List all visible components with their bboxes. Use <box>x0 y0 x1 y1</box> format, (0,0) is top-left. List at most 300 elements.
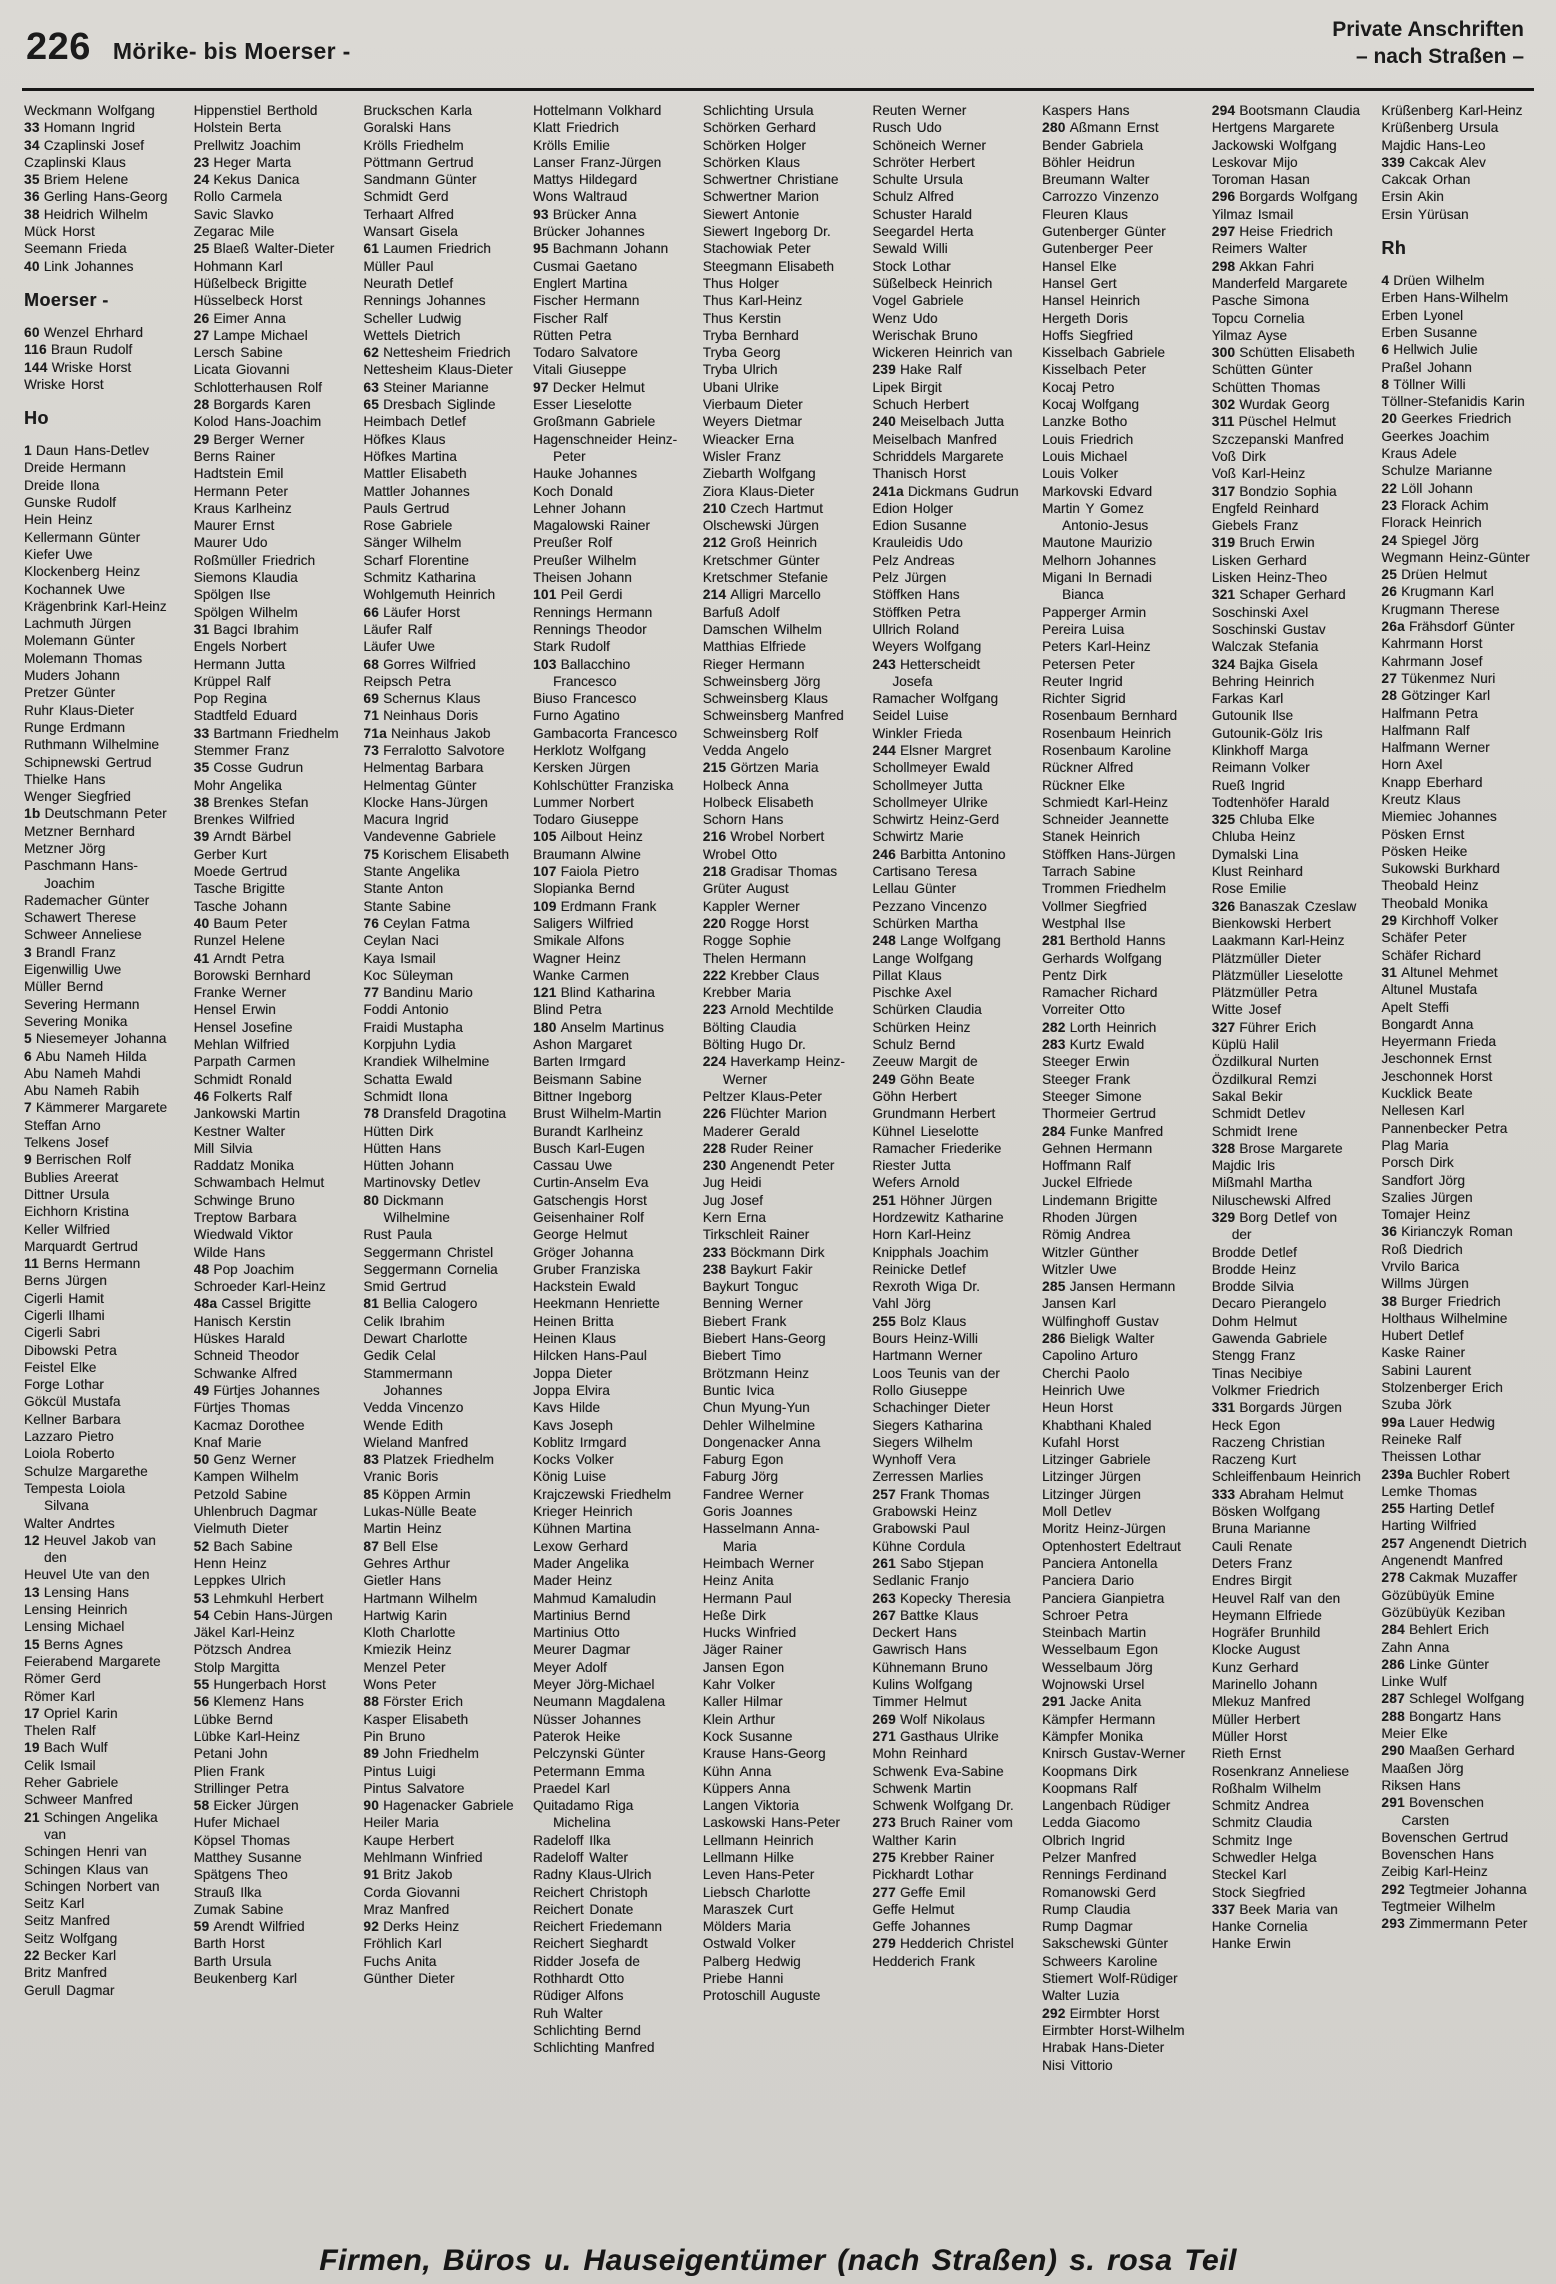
directory-entry: 69 Schernus Klaus <box>363 691 481 707</box>
directory-entry: Süßelbeck Heinrich <box>872 275 993 291</box>
directory-entry: Britz Manfred <box>24 1965 107 1981</box>
directory-entry: 291 Bovenschen Carsten <box>1381 1795 1484 1828</box>
directory-entry: Rogge Sophie <box>702 933 791 949</box>
directory-entry: Weckmann Wolfgang <box>24 103 155 118</box>
house-number: 255 <box>1381 1501 1405 1517</box>
directory-entry: Ridder Josefa de <box>533 1953 640 1969</box>
directory-entry: Raczeng Kurt <box>1211 1452 1297 1468</box>
directory-entry: Markovski Edvard <box>1042 483 1153 499</box>
directory-entry: Berns Rainer <box>193 448 276 464</box>
directory-entry: Leskovar Mijo <box>1211 154 1298 170</box>
directory-entry: Plätzmüller Lieselotte <box>1211 967 1343 983</box>
directory-entry: Schweinsberg Jörg <box>702 673 821 689</box>
directory-entry: Baykurt Tonguc <box>702 1279 799 1295</box>
directory-entry: Reinicke Detlef <box>872 1261 966 1277</box>
directory-entry: Kretschmer Stefanie <box>702 570 828 586</box>
directory-entry: Pauls Gertrud <box>363 500 450 516</box>
directory-entry: Nisi Vittorio <box>1042 2057 1113 2073</box>
directory-entry: Preußer Wilhelm <box>533 552 637 568</box>
directory-entry: Jansen Karl <box>1042 1296 1116 1312</box>
directory-entry: Kretschmer Günter <box>702 552 820 568</box>
directory-entry: 292 Eirmbter Horst <box>1042 2005 1160 2021</box>
directory-entry: Günther Dieter <box>363 1971 455 1987</box>
directory-entry: Lipek Birgit <box>872 379 942 395</box>
directory-entry: Mattys Hildegard <box>533 172 638 188</box>
directory-entry: Lummer Norbert <box>533 794 634 810</box>
directory-entry: Stolzenberger Erich <box>1381 1380 1503 1396</box>
house-number: 20 <box>1381 411 1398 427</box>
directory-entry: Stengg Franz <box>1211 1348 1296 1364</box>
directory-entry: Knipphals Joachim <box>872 1244 989 1260</box>
directory-entry: Theissen Lothar <box>1381 1449 1481 1465</box>
house-number: 25 <box>1381 567 1398 583</box>
directory-entry: Stanek Heinrich <box>1042 829 1140 845</box>
directory-entry: Rosenbaum Bernhard <box>1042 708 1178 724</box>
house-number: 8 <box>1381 376 1390 392</box>
directory-entry: 240 Meiselbach Jutta <box>872 414 1004 430</box>
directory-entry: Rose Emilie <box>1211 881 1287 897</box>
house-number: 212 <box>702 535 727 551</box>
directory-entry: Hertgens Margarete <box>1211 120 1335 136</box>
directory-entry: Martinius Bernd <box>533 1607 631 1623</box>
directory-column <box>533 102 684 2242</box>
directory-entry: Theobald Monika <box>1381 895 1488 911</box>
directory-entry: 49 Fürtjes Johannes <box>193 1382 320 1398</box>
directory-entry: Rennings Johannes <box>363 293 486 309</box>
directory-entry: Biuso Francesco <box>533 691 637 707</box>
directory-entry: Pezzano Vincenzo <box>872 898 987 914</box>
house-number: 26 <box>1381 584 1398 600</box>
house-number: 297 <box>1211 224 1236 240</box>
directory-entry: Özdilkural Nurten <box>1211 1054 1319 1070</box>
directory-entry: Mück Horst <box>24 224 95 240</box>
directory-entry: Schorn Hans <box>702 812 784 828</box>
house-number: 29 <box>1381 913 1398 929</box>
directory-entry: Louis Michael <box>1042 448 1128 464</box>
directory-entry: Migani In Bernadi Bianca <box>1042 570 1152 603</box>
house-number: 38 <box>193 794 210 810</box>
directory-entry: 77 Bandinu Mario <box>363 985 473 1001</box>
directory-entry: 4 Drüen Wilhelm <box>1381 273 1485 289</box>
directory-entry: Stöffken Hans-Jürgen <box>1042 846 1176 862</box>
directory-entry: Schürken Claudia <box>872 1002 982 1018</box>
house-number: 275 <box>872 1849 896 1865</box>
directory-entry: 83 Platzek Friedhelm <box>363 1452 494 1468</box>
directory-entry: Kämpfer Hermann <box>1042 1711 1156 1727</box>
directory-entry: Esser Lieselotte <box>533 397 632 413</box>
house-number: 33 <box>24 120 40 136</box>
house-number: 325 <box>1211 812 1236 828</box>
directory-entry: Goris Joannes <box>702 1504 793 1520</box>
house-number: 76 <box>363 915 380 931</box>
directory-entry: 284 Behlert Erich <box>1381 1622 1489 1638</box>
directory-entry: Steinbach Martin <box>1042 1625 1147 1641</box>
directory-entry: Reichert Sieghardt <box>533 1936 648 1952</box>
directory-entry: Erben Hans-Wilhelm <box>1381 290 1509 306</box>
directory-entry: Braumann Alwine <box>533 846 641 862</box>
directory-entry: Gutounik-Gölz Iris <box>1211 725 1323 741</box>
directory-entry: 6 Abu Nameh Hilda <box>24 1048 147 1064</box>
directory-entry: Vedda Vincenzo <box>363 1400 464 1416</box>
directory-entry: Raddatz Monika <box>193 1158 294 1174</box>
directory-entry: 239a Buchler Robert <box>1381 1466 1510 1482</box>
directory-entry: Vedda Angelo <box>702 742 789 758</box>
house-number: 92 <box>363 1919 380 1935</box>
directory-entry: Martinius Otto <box>533 1625 620 1641</box>
directory-entry: 223 Arnold Mechtilde <box>702 1002 834 1018</box>
directory-entry: Treptow Barbara <box>193 1210 297 1225</box>
directory-entry: 233 Böckmann Dirk <box>702 1244 825 1260</box>
directory-entry: Burandt Karlheinz <box>533 1123 644 1139</box>
directory-entry: Schörken Holger <box>702 137 806 153</box>
house-number: 91 <box>363 1867 380 1883</box>
directory-entry: 15 Berns Agnes <box>24 1636 123 1652</box>
house-number: 17 <box>24 1705 40 1721</box>
directory-entry: Reher Gabriele <box>24 1775 119 1791</box>
directory-entry: Hadtstein Emil <box>193 466 284 482</box>
directory-entry: Schingen Klaus van <box>24 1861 149 1877</box>
directory-entry: Schöneich Werner <box>872 137 986 153</box>
directory-entry: 220 Rogge Horst <box>702 915 809 931</box>
directory-entry: 91 Britz Jakob <box>363 1867 453 1883</box>
directory-entry: Tirkschleit Rainer <box>702 1227 810 1243</box>
directory-entry: Erben Lyonel <box>1381 307 1463 323</box>
directory-entry: Spätgens Theo <box>193 1867 288 1883</box>
directory-entry: Reichert Christoph <box>533 1884 648 1900</box>
directory-entry: Heimbach Werner <box>702 1555 814 1571</box>
house-number: 78 <box>363 1106 380 1122</box>
directory-entry: Deters Franz <box>1211 1555 1293 1571</box>
directory-entry: Majdic Hans-Leo <box>1381 137 1486 153</box>
directory-entry: Gutounik Ilse <box>1211 708 1294 724</box>
directory-entry: Ziebarth Wolfgang <box>702 466 816 482</box>
directory-entry: Heck Egon <box>1211 1417 1281 1433</box>
directory-entry: Fraidi Mustapha <box>363 1019 463 1035</box>
directory-entry: Krajczewski Friedhelm <box>533 1486 671 1502</box>
directory-entry: Hoffmann Ralf <box>1042 1158 1131 1174</box>
directory-entry: Mill Silvia <box>193 1140 253 1156</box>
directory-entry: Gehnen Hermann <box>1042 1140 1153 1156</box>
directory-entry: 7 Kämmerer Margarete <box>24 1100 168 1116</box>
directory-entry: Grabowski Heinz <box>872 1504 978 1520</box>
directory-entry: Praedel Karl <box>533 1780 610 1796</box>
directory-entry: Cartisano Teresa <box>872 864 977 880</box>
directory-entry: Kahrmann Josef <box>1381 653 1483 669</box>
directory-entry: Wesselbaum Jörg <box>1042 1659 1153 1675</box>
directory-entry: Gerber Kurt <box>193 846 267 862</box>
directory-entry: Chun Myung-Yun <box>702 1400 810 1416</box>
directory-entry: Hermann Peter <box>193 483 288 499</box>
directory-entry: Schlichting Bernd <box>533 2022 641 2038</box>
directory-entry: Heiler Maria <box>363 1815 439 1831</box>
directory-entry: Loiola Roberto <box>24 1446 115 1462</box>
directory-entry: 144 Wriske Horst <box>24 359 132 375</box>
house-number: 216 <box>702 829 727 845</box>
house-number: 246 <box>872 846 896 862</box>
directory-entry: Schlichting Ursula <box>702 103 814 118</box>
directory-entry: Kavs Joseph <box>533 1417 613 1433</box>
directory-entry: 60 Wenzel Ehrhard <box>24 324 143 340</box>
directory-entry: Khabthani Khaled <box>1042 1417 1152 1433</box>
directory-entry: Farkas Karl <box>1211 691 1284 707</box>
directory-entry: Ramacher Richard <box>1042 985 1158 1001</box>
footer-notice: Firmen, Büros u. Hauseigentümer (nach Straßen) s. rosa Teil <box>319 2244 1237 2277</box>
house-number: 25 <box>193 241 210 257</box>
directory-column <box>24 102 175 2242</box>
directory-entry: Brenkes Wilfried <box>193 812 295 828</box>
directory-entry: Kühnemann Bruno <box>872 1659 988 1675</box>
directory-entry: Rückner Elke <box>1042 777 1125 793</box>
house-number: 28 <box>1381 688 1398 704</box>
house-number: 89 <box>363 1746 380 1762</box>
house-number: 239a <box>1381 1466 1413 1482</box>
directory-entry: Telkens Josef <box>24 1135 109 1151</box>
directory-entry: Stammermann Johannes <box>363 1365 453 1398</box>
directory-entry: Smid Gertrud <box>363 1279 447 1295</box>
directory-entry: Pelz Jürgen <box>872 570 947 586</box>
directory-entry: Gawrisch Hans <box>872 1642 967 1658</box>
directory-entry: Kraus Karlheinz <box>193 500 292 516</box>
directory-entry: Loos Teunis van der <box>872 1365 1000 1381</box>
directory-entry: Schwirtz Marie <box>872 829 964 845</box>
house-number: 241a <box>872 483 904 499</box>
house-number: 48a <box>193 1296 218 1312</box>
house-number: 240 <box>872 414 896 430</box>
house-number: 97 <box>533 379 549 395</box>
directory-entry: Neurath Detlef <box>363 275 453 291</box>
directory-entry: Schürken Heinz <box>872 1019 971 1035</box>
directory-entry: Litzinger Jürgen <box>1042 1469 1141 1485</box>
house-number: 283 <box>1042 1037 1066 1053</box>
directory-entry: Jackowski Wolfgang <box>1211 137 1337 153</box>
directory-entry: Paschmann Hans-Joachim <box>24 858 138 891</box>
house-number: 5 <box>24 1031 32 1047</box>
directory-entry: Bublies Areerat <box>24 1169 119 1185</box>
house-number: 263 <box>872 1590 896 1606</box>
house-number: 19 <box>24 1740 40 1756</box>
house-number: 291 <box>1042 1694 1066 1710</box>
directory-entry: Heymann Elfriede <box>1211 1607 1322 1623</box>
directory-entry: Bongardt Anna <box>1381 1016 1474 1032</box>
directory-entry: Kellermann Günter <box>24 529 141 545</box>
directory-entry: Dreide Ilona <box>24 477 100 493</box>
house-number: 296 <box>1211 189 1236 205</box>
directory-entry: Römer Karl <box>24 1688 95 1704</box>
directory-entry: Schroer Petra <box>1042 1607 1128 1623</box>
directory-entry: 337 Beek Maria van <box>1211 1901 1338 1917</box>
house-number: 180 <box>533 1019 557 1035</box>
directory-entry: Hasselmann Anna-Maria <box>702 1521 820 1554</box>
directory-entry: Lexow Gerhard <box>533 1538 628 1554</box>
directory-entry: Thormeier Gertrud <box>1042 1106 1156 1122</box>
house-number: 21 <box>24 1809 40 1825</box>
directory-entry: Krüßenberg Karl-Heinz <box>1381 103 1523 118</box>
house-number: 61 <box>363 241 380 257</box>
directory-entry: Hansel Gert <box>1042 275 1117 291</box>
directory-entry: Theobald Heinz <box>1381 878 1479 894</box>
directory-entry: 319 Bruch Erwin <box>1211 535 1315 551</box>
directory-entry: Chluba Heinz <box>1211 829 1296 845</box>
directory-entry: Schlichting Manfred <box>533 2040 655 2056</box>
directory-entry: Hordzewitz Katharine <box>872 1210 1004 1225</box>
directory-entry: Schneider Jeannette <box>1042 812 1169 828</box>
directory-entry: Rump Claudia <box>1042 1901 1131 1917</box>
directory-entry: Schwirtz Heinz-Gerd <box>872 812 999 828</box>
directory-entry: Todaro Salvatore <box>533 345 638 361</box>
directory-entry: Schwanke Alfred <box>193 1365 297 1381</box>
house-number: 46 <box>193 1088 210 1104</box>
directory-entry: Hensel Josefine <box>193 1019 293 1035</box>
directory-entry: Tasche Brigitte <box>193 881 285 897</box>
directory-entry: Pösken Ernst <box>1381 826 1465 842</box>
directory-entry: Roß Diedrich <box>1381 1241 1463 1257</box>
directory-entry: Heuvel Ute van den <box>24 1567 150 1583</box>
directory-entry: Berns Jürgen <box>24 1273 107 1289</box>
directory-entry: Sänger Wilhelm <box>363 535 462 551</box>
directory-entry: Papperger Armin <box>1042 604 1147 620</box>
directory-entry: 61 Laumen Friedrich <box>363 241 491 257</box>
directory-entry: Giebels Franz <box>1211 518 1299 534</box>
house-number: 292 <box>1381 1881 1405 1897</box>
directory-entry: Sakal Bekir <box>1211 1088 1283 1104</box>
directory-entry: 288 Bongartz Hans <box>1381 1708 1501 1724</box>
directory-entry: Heuvel Ralf van den <box>1211 1590 1341 1606</box>
directory-entry: Ersin Yürüsan <box>1381 206 1469 222</box>
directory-entry: Wriske Horst <box>24 376 104 392</box>
directory-entry: 56 Klemenz Hans <box>193 1694 304 1710</box>
directory-entry: 40 Link Johannes <box>24 258 134 274</box>
directory-entry: Großmann Gabriele <box>533 414 656 430</box>
directory-entry: Hansel Heinrich <box>1042 293 1140 309</box>
directory-entry: Schulze Marianne <box>1381 463 1493 479</box>
house-number: 4 <box>1381 273 1390 289</box>
directory-entry: Hanisch Kerstin <box>193 1313 291 1329</box>
directory-entry: Tegtmeier Wilhelm <box>1381 1898 1496 1914</box>
directory-entry: Lange Wolfgang <box>872 950 974 966</box>
directory-entry: Pintus Luigi <box>363 1763 436 1779</box>
directory-entry: 297 Heise Friedrich <box>1211 224 1333 240</box>
directory-entry: Knapp Eberhard <box>1381 774 1483 790</box>
directory-entry: Schweinsberg Manfred <box>702 708 844 724</box>
directory-entry: Tempesta Loiola Silvana <box>24 1480 125 1514</box>
directory-entry: Lensing Heinrich <box>24 1602 128 1618</box>
house-number: 31 <box>193 621 210 637</box>
directory-entry: Hütten Johann <box>363 1158 454 1174</box>
directory-entry: 311 Püschel Helmut <box>1211 414 1336 430</box>
directory-entry: Seidel Luise <box>872 708 949 724</box>
directory-entry: Wons Peter <box>363 1677 437 1693</box>
directory-entry: Schwertner Marion <box>702 189 819 205</box>
directory-entry: Martinovsky Detlev <box>363 1175 481 1191</box>
house-number: 273 <box>872 1815 896 1831</box>
directory-entry: 238 Baykurt Fakir <box>702 1261 813 1277</box>
directory-entry: Seitz Manfred <box>24 1913 110 1929</box>
directory-entry: Schütten Günter <box>1211 362 1313 378</box>
directory-entry: 38 Brenkes Stefan <box>193 794 309 810</box>
directory-entry: Lellau Günter <box>872 881 956 897</box>
directory-entry: Melhorn Johannes <box>1042 552 1156 568</box>
directory-entry: Klockenberg Heinz <box>24 564 141 580</box>
directory-entry: Reipsch Petra <box>363 673 451 689</box>
directory-entry: Kellner Barbara <box>24 1411 121 1427</box>
house-number: 26a <box>1381 619 1405 635</box>
house-number: 87 <box>363 1538 380 1554</box>
house-number: 244 <box>872 742 896 758</box>
directory-entry: Franke Werner <box>193 985 287 1001</box>
directory-entry: Reichert Donate <box>533 1901 634 1917</box>
directory-entry: 287 Schlegel Wolfgang <box>1381 1691 1525 1707</box>
directory-entry: 27 Lampe Michael <box>193 327 308 343</box>
directory-entry: Muders Johann <box>24 668 120 684</box>
directory-entry: Hufer Michael <box>193 1815 280 1831</box>
directory-entry: Knirsch Gustav-Werner <box>1042 1746 1186 1762</box>
directory-entry: Siewert Antonie <box>702 206 800 222</box>
directory-entry: 339 Cakcak Alev <box>1381 154 1486 170</box>
directory-entry: Stolp Margitta <box>193 1659 280 1675</box>
directory-entry: Rieth Ernst <box>1211 1746 1281 1762</box>
house-number: 7 <box>24 1100 32 1116</box>
directory-entry: Marquardt Gertrud <box>24 1238 138 1254</box>
directory-entry: Maaßen Jörg <box>1381 1760 1464 1776</box>
street-heading: Ho <box>24 408 49 429</box>
directory-entry: Apelt Steffi <box>1381 999 1449 1015</box>
directory-entry: 271 Gasthaus Ulrike <box>872 1728 999 1744</box>
directory-entry: Mattler Johannes <box>363 483 470 499</box>
directory-entry: Klinkhoff Marga <box>1211 742 1308 758</box>
house-number: 228 <box>702 1140 727 1156</box>
house-number: 60 <box>24 324 40 340</box>
directory-entry: Rusch Udo <box>872 120 942 136</box>
directory-entry: Ruh Walter <box>533 2005 603 2021</box>
directory-entry: 95 Bachmann Johann <box>533 241 669 257</box>
directory-entry: Joppa Elvira <box>533 1382 610 1398</box>
directory-entry: Ostwald Volker <box>702 1936 796 1952</box>
directory-entry: 109 Erdmann Frank <box>533 898 657 914</box>
directory-entry: Todaro Giuseppe <box>533 812 639 828</box>
directory-entry: Ziora Klaus-Dieter <box>702 483 815 499</box>
directory-entry: Wesselbaum Egon <box>1042 1642 1158 1658</box>
directory-entry: Hütten Dirk <box>363 1123 434 1139</box>
directory-entry: Wanke Carmen <box>533 967 629 983</box>
house-number: 59 <box>193 1919 210 1935</box>
directory-entry: 116 Braun Rudolf <box>24 342 133 358</box>
directory-entry: Pelczynski Günter <box>533 1746 645 1762</box>
directory-entry: Savic Slavko <box>193 206 274 222</box>
directory-entry: 27 Tükenmez Nuri <box>1381 670 1496 686</box>
directory-entry: Gawenda Gabriele <box>1211 1331 1328 1347</box>
directory-entry: Kufahl Horst <box>1042 1434 1119 1450</box>
house-number: 284 <box>1042 1123 1066 1139</box>
directory-entry: Liebsch Charlotte <box>702 1884 811 1900</box>
directory-entry: Priebe Hanni <box>702 1971 784 1987</box>
house-number: 328 <box>1211 1140 1236 1156</box>
house-number: 224 <box>702 1054 727 1070</box>
directory-entry: Palberg Hedwig <box>702 1953 801 1969</box>
directory-entry: Edion Holger <box>872 500 953 516</box>
directory-entry: Damschen Wilhelm <box>702 621 822 637</box>
directory-entry: Tryba Georg <box>702 345 781 361</box>
directory-entry: 19 Bach Wulf <box>24 1740 108 1756</box>
directory-entry: 78 Dransfeld Dragotina <box>363 1106 506 1122</box>
directory-entry: Pretzer Günter <box>24 685 116 701</box>
directory-entry: Stark Rudolf <box>533 639 610 655</box>
house-number: 38 <box>1381 1293 1398 1309</box>
directory-entry: Scharf Florentine <box>363 552 469 568</box>
directory-entry: Wieland Manfred <box>363 1434 469 1450</box>
directory-entry: Schawert Therese <box>24 910 137 926</box>
directory-entry: Blind Petra <box>533 1002 602 1018</box>
directory-entry: Kucklick Beate <box>1381 1086 1473 1102</box>
